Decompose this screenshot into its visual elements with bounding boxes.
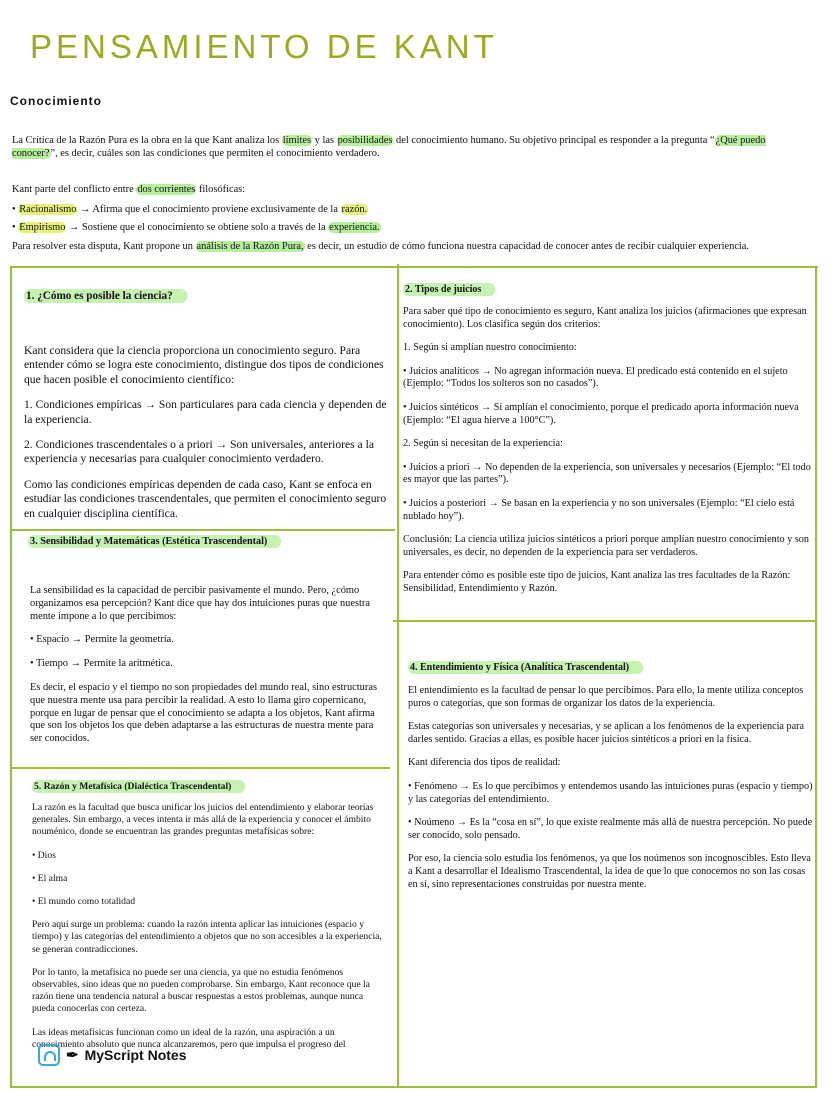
section-subtitle: Conocimiento bbox=[10, 94, 102, 108]
section-3-paragraph: • Tiempo → Permite la aritmética. bbox=[30, 658, 173, 670]
section-4-paragraph: • Fenómeno → Es lo que percibimos y entendemos usando las intuiciones puras (espacio y tiempo) y las categorías del entendimiento. bbox=[408, 780, 813, 805]
section-4-title: 4. Entendimiento y Física (Analítica Trascendental) bbox=[408, 662, 643, 673]
section-1-paragraph: 1. Condiciones empíricas → Son particulares para cada ciencia y dependen de la experiencia. bbox=[24, 398, 387, 426]
intro-bullet-empirismo: • Empirismo → Sostiene que el conocimiento se obtiene solo a través de la experiencia. bbox=[12, 222, 380, 233]
section-2-paragraph: 1. Según si amplían nuestro conocimiento: bbox=[403, 342, 577, 354]
section-3-paragraph: Es decir, el espacio y el tiempo no son propiedades del mundo real, sino estructuras que nuestra mente usa para percibir la realidad. A esto lo llama giro copernicano, porque en lugar de pensar que el conocimiento se adapta a los objetos, Kant afirma que son los objetos los que deben adaptarse a las estructuras de nuestra mente para ser conocidos. bbox=[30, 681, 377, 745]
section-5-paragraph: Pero aquí surge un problema: cuando la razón intenta aplicar las intuiciones (espacio y tiempo) y las categorías del entendimiento a objetos que no son accesibles a la experiencia, se generan contradicciones. bbox=[32, 919, 382, 955]
intro-bullet-racionalismo: • Racionalismo → Afirma que el conocimiento proviene exclusivamente de la razón. bbox=[12, 204, 368, 215]
section-2-paragraph: Para saber qué tipo de conocimiento es seguro, Kant analiza los juicios (afirmaciones que expresan conocimiento). Los clasifica según dos criterios: bbox=[403, 306, 807, 330]
section-2-paragraph: Conclusión: La ciencia utiliza juicios sintéticos a priori porque amplían nuestro conocimiento y son universales, es decir, no dependen de la experiencia para ser verdaderos. bbox=[403, 534, 809, 558]
myscript-logo bbox=[38, 1044, 187, 1066]
section-4-paragraph: Por eso, la ciencia solo estudia los fenómenos, ya que los noúmenos son incognoscibles. Esto lleva a Kant a desarrollar el Idealismo Trascendental, la idea de que lo que conocemos no son las cosas en sí, sino representaciones construidas por nuestra mente. bbox=[408, 853, 811, 890]
myscript-logo-icon bbox=[38, 1044, 60, 1066]
section-1-paragraph: Kant considera que la ciencia proporciona un conocimiento seguro. Para entender cómo se logra este conocimiento, distingue dos tipos de condiciones que hacen posible el conocimiento científico: bbox=[24, 344, 384, 386]
divider-s3-s5 bbox=[12, 767, 390, 769]
section-2-body bbox=[403, 306, 813, 607]
section-2-paragraph: 2. Según si necesitan de la experiencia: bbox=[403, 438, 563, 450]
intro-paragraph-2: Kant parte del conflicto entre dos corrientes filosóficas: bbox=[12, 184, 246, 195]
section-5-paragraph: • El alma bbox=[32, 872, 68, 884]
pen-icon: ✒ bbox=[66, 1047, 79, 1064]
frame-top-line bbox=[10, 266, 818, 268]
section-2-paragraph: • Juicios sintéticos → Sí amplían el conocimiento, porque el predicado aporta información nueva (Ejemplo: “El agua hierve a 100°C”). bbox=[403, 401, 799, 426]
section-3-paragraph: • Espacio → Permite la geometría. bbox=[30, 634, 174, 646]
section-5-paragraph: • El mundo como totalidad bbox=[32, 896, 136, 908]
frame-bottom-line bbox=[10, 1086, 817, 1088]
section-4-paragraph: Kant diferencia dos tipos de realidad: bbox=[408, 757, 561, 769]
section-2-paragraph: • Juicios a priori → No dependen de la experiencia, son universales y necesarios (Ejemplo: “El todo es mayor que las partes”). bbox=[403, 461, 811, 486]
section-5-paragraph: Las ideas metafísicas funcionan como un ideal de la razón, una aspiración a un conocimiento absoluto que nunca alcanzaremos, pero que impulsa el progreso del bbox=[32, 1026, 346, 1050]
section-5-paragraph: • Dios bbox=[32, 849, 56, 861]
section-2-paragraph: Para entender cómo es posible este tipo de juicios, Kant analiza las tres facultades de la Razón: Sensibilidad, Entendimiento y Razón. bbox=[403, 570, 791, 594]
section-4-paragraph: El entendimiento es la facultad de pensar lo que percibimos. Para ello, la mente utiliza conceptos puros o categorías, que son formas de organizar los datos de la experiencia. bbox=[408, 685, 804, 709]
section-4-paragraph: Estas categorías son universales y necesarias, y se aplican a los fenómenos de la experiencia para darles sentido. Gracias a ellas, es posible hacer juicios sintéticos a priori en la física. bbox=[408, 721, 805, 745]
section-5-title: 5. Razón y Metafísica (Dialéctica Trascendental) bbox=[32, 781, 245, 792]
section-5-paragraph: Por lo tanto, la metafísica no puede ser una ciencia, ya que no estudia fenómenos observables, sino ideas que no pueden comprobarse. Sin embargo, Kant reconoce que la razón tiene una tendencia natural a buscar respuestas a estos problemas, aunque nunca pueda conocerlas con certeza. bbox=[32, 966, 370, 1015]
section-2-paragraph: • Juicios a posteriori → Se basan en la experiencia y no son universales (Ejemplo: “El cielo está nublado hoy”). bbox=[403, 497, 795, 522]
section-2-paragraph: • Juicios analíticos → No agregan información nueva. El predicado está contenido en el sujeto (Ejemplo: “Todos los solteros son no casados”). bbox=[403, 365, 788, 390]
myscript-logo-text: MyScript Notes bbox=[84, 1047, 187, 1063]
section-5-paragraph: La razón es la facultad que busca unificar los juicios del entendimiento y elaborar teorías generales. Sin embargo, a veces intenta ir más allá de la experiencia y conocer el ámbito nouménico, donde se encuentran las grandes preguntas metafísicas sobre: bbox=[32, 802, 374, 838]
intro-paragraph-1: La Crítica de la Razón Pura es la obra en la que Kant analiza los límites y las posibilidades del conocimiento humano. Su objetivo principal es responder a la pregunta “¿Qué puedo conocer?”, es decir, cuáles son las condiciones que permiten el conocimiento verdadero. bbox=[12, 135, 766, 160]
page-title: PENSAMIENTO DE KANT bbox=[30, 28, 498, 65]
frame-left-line bbox=[10, 266, 12, 1088]
section-4-paragraph: • Noúmeno → Es la “cosa en sí”, lo que existe realmente más allá de nuestra percepción. No puede ser conocido, solo pensado. bbox=[408, 817, 813, 841]
section-1-paragraph: Como las condiciones empíricas dependen de cada caso, Kant se enfoca en estudiar las condiciones trascendentales, que permiten el conocimiento seguro en cualquier disciplina científica. bbox=[24, 477, 387, 520]
divider-s2-s4 bbox=[393, 620, 815, 622]
section-3-paragraph: La sensibilidad es la capacidad de percibir pasivamente el mundo. Pero, ¿cómo organizamos esa percepción? Kant dice que hay dos intuiciones puras que nuestra mente impone a lo que percibimos: bbox=[30, 585, 370, 622]
section-1-paragraph: 2. Condiciones trascendentales o a priori → Son universales, anteriores a la experiencia y necesarias para cualquier conocimiento verdadero. bbox=[24, 438, 374, 466]
section-5-body bbox=[32, 802, 384, 1050]
section-1-body bbox=[24, 344, 396, 532]
frame-right-line bbox=[815, 266, 817, 1088]
intro-paragraph-5: Para resolver esta disputa, Kant propone un análisis de la Razón Pura, es decir, un estudio de cómo funciona nuestra capacidad de conocer antes de recibir cualquier experiencia. bbox=[12, 241, 750, 252]
section-3-body bbox=[30, 585, 382, 757]
section-1-title: 1. ¿Cómo es posible la ciencia? bbox=[24, 290, 187, 302]
section-4-body bbox=[408, 685, 814, 902]
section-3-title: 3. Sensibilidad y Matemáticas (Estética Trascendental) bbox=[28, 536, 281, 547]
section-2-title: 2. Tipos de juicios bbox=[403, 284, 495, 295]
frame-center-divider bbox=[397, 264, 399, 1088]
